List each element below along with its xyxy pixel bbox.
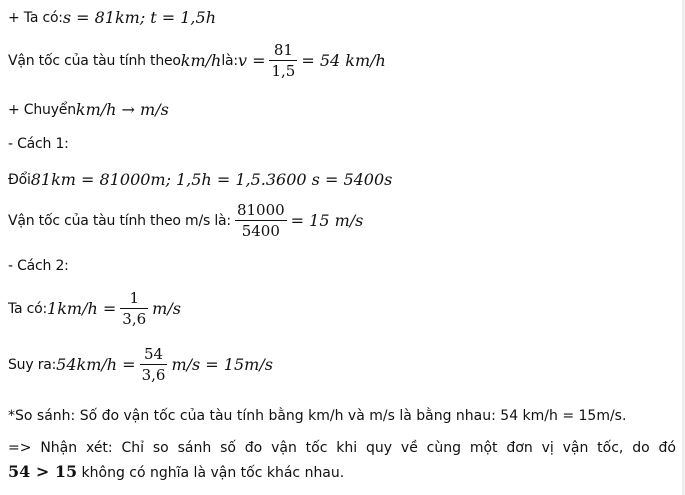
speed-ms-result: = 15 m/s — [290, 211, 364, 230]
comparison-text: *So sánh: Số đo vận tốc của tàu tính bằng km/h và m/s là bằng nhau: 54 km/h = 15m/s. — [8, 408, 627, 424]
unit-relation-prefix: Ta có: — [8, 300, 48, 317]
speed-kmh-result: = 54 km/h — [301, 51, 386, 70]
numerator: 54 — [143, 345, 164, 363]
speed-ms-prefix: Vận tốc của tàu tính theo m/s là: — [8, 212, 231, 229]
numerator: 81 — [273, 41, 293, 59]
time-math: t = 1,5h — [150, 8, 216, 27]
convert-prefix: + Chuyển — [8, 101, 76, 118]
denominator: 3,6 — [122, 310, 147, 328]
given-prefix: + Ta có: — [8, 9, 63, 26]
speed-kmh-mid: là: — [221, 52, 238, 69]
comparison-paragraph — [8, 404, 676, 428]
distance-conversion: 81km = 81000m; — [30, 170, 171, 189]
fraction-81-over-1-5 — [269, 40, 297, 81]
derived-line — [8, 344, 273, 385]
derived-lhs: 54km/h = — [56, 355, 136, 374]
method-1-label: - Cách 1: — [8, 136, 69, 152]
derived-rhs: m/s = 15m/s — [171, 355, 273, 374]
unit-kmh: km/h — [180, 51, 222, 70]
remark-text: => Nhận xét: Chỉ so sánh số đo vận tốc khi quy về cùng một đơn vị vận tốc, do đó — [8, 440, 676, 456]
method-2-label: - Cách 2: — [8, 258, 69, 274]
method-2-heading — [8, 258, 69, 274]
convert-math: km/h → m/s — [75, 100, 169, 119]
v-equals: v = — [237, 51, 266, 70]
distance-math: s = 81km; — [62, 8, 146, 27]
convert-line — [8, 100, 169, 119]
given-values-line — [8, 8, 216, 27]
derived-prefix: Suy ra: — [8, 356, 57, 373]
unit-relation-lhs: 1km/h = — [47, 299, 117, 318]
fraction-1-over-3-6 — [120, 288, 148, 329]
fraction-54-over-3-6 — [140, 344, 168, 385]
speed-kmh-prefix: Vận tốc của tàu tính theo — [8, 52, 181, 69]
denominator: 3,6 — [141, 366, 166, 384]
time-conversion: 1,5h = 1,5.3600 s = 5400s — [175, 170, 393, 189]
fraction-81000-over-5400 — [235, 200, 287, 241]
numerator: 1 — [129, 289, 139, 307]
remark-paragraph — [8, 436, 676, 485]
remark-tail: không có nghĩa là vận tốc khác nhau. — [77, 465, 345, 481]
unit-relation-line — [8, 288, 181, 329]
speed-ms-line — [8, 200, 363, 241]
numerator: 81000 — [236, 201, 285, 219]
unit-relation-rhs: m/s — [152, 299, 181, 318]
method-1-heading — [8, 136, 69, 152]
denominator: 1,5 — [271, 62, 296, 80]
inequality-math: 54 > 15 — [8, 462, 78, 481]
denominator: 5400 — [241, 222, 280, 240]
conversion-prefix: Đổi — [8, 171, 31, 188]
conversion-line — [8, 170, 392, 189]
speed-kmh-line — [8, 40, 386, 81]
